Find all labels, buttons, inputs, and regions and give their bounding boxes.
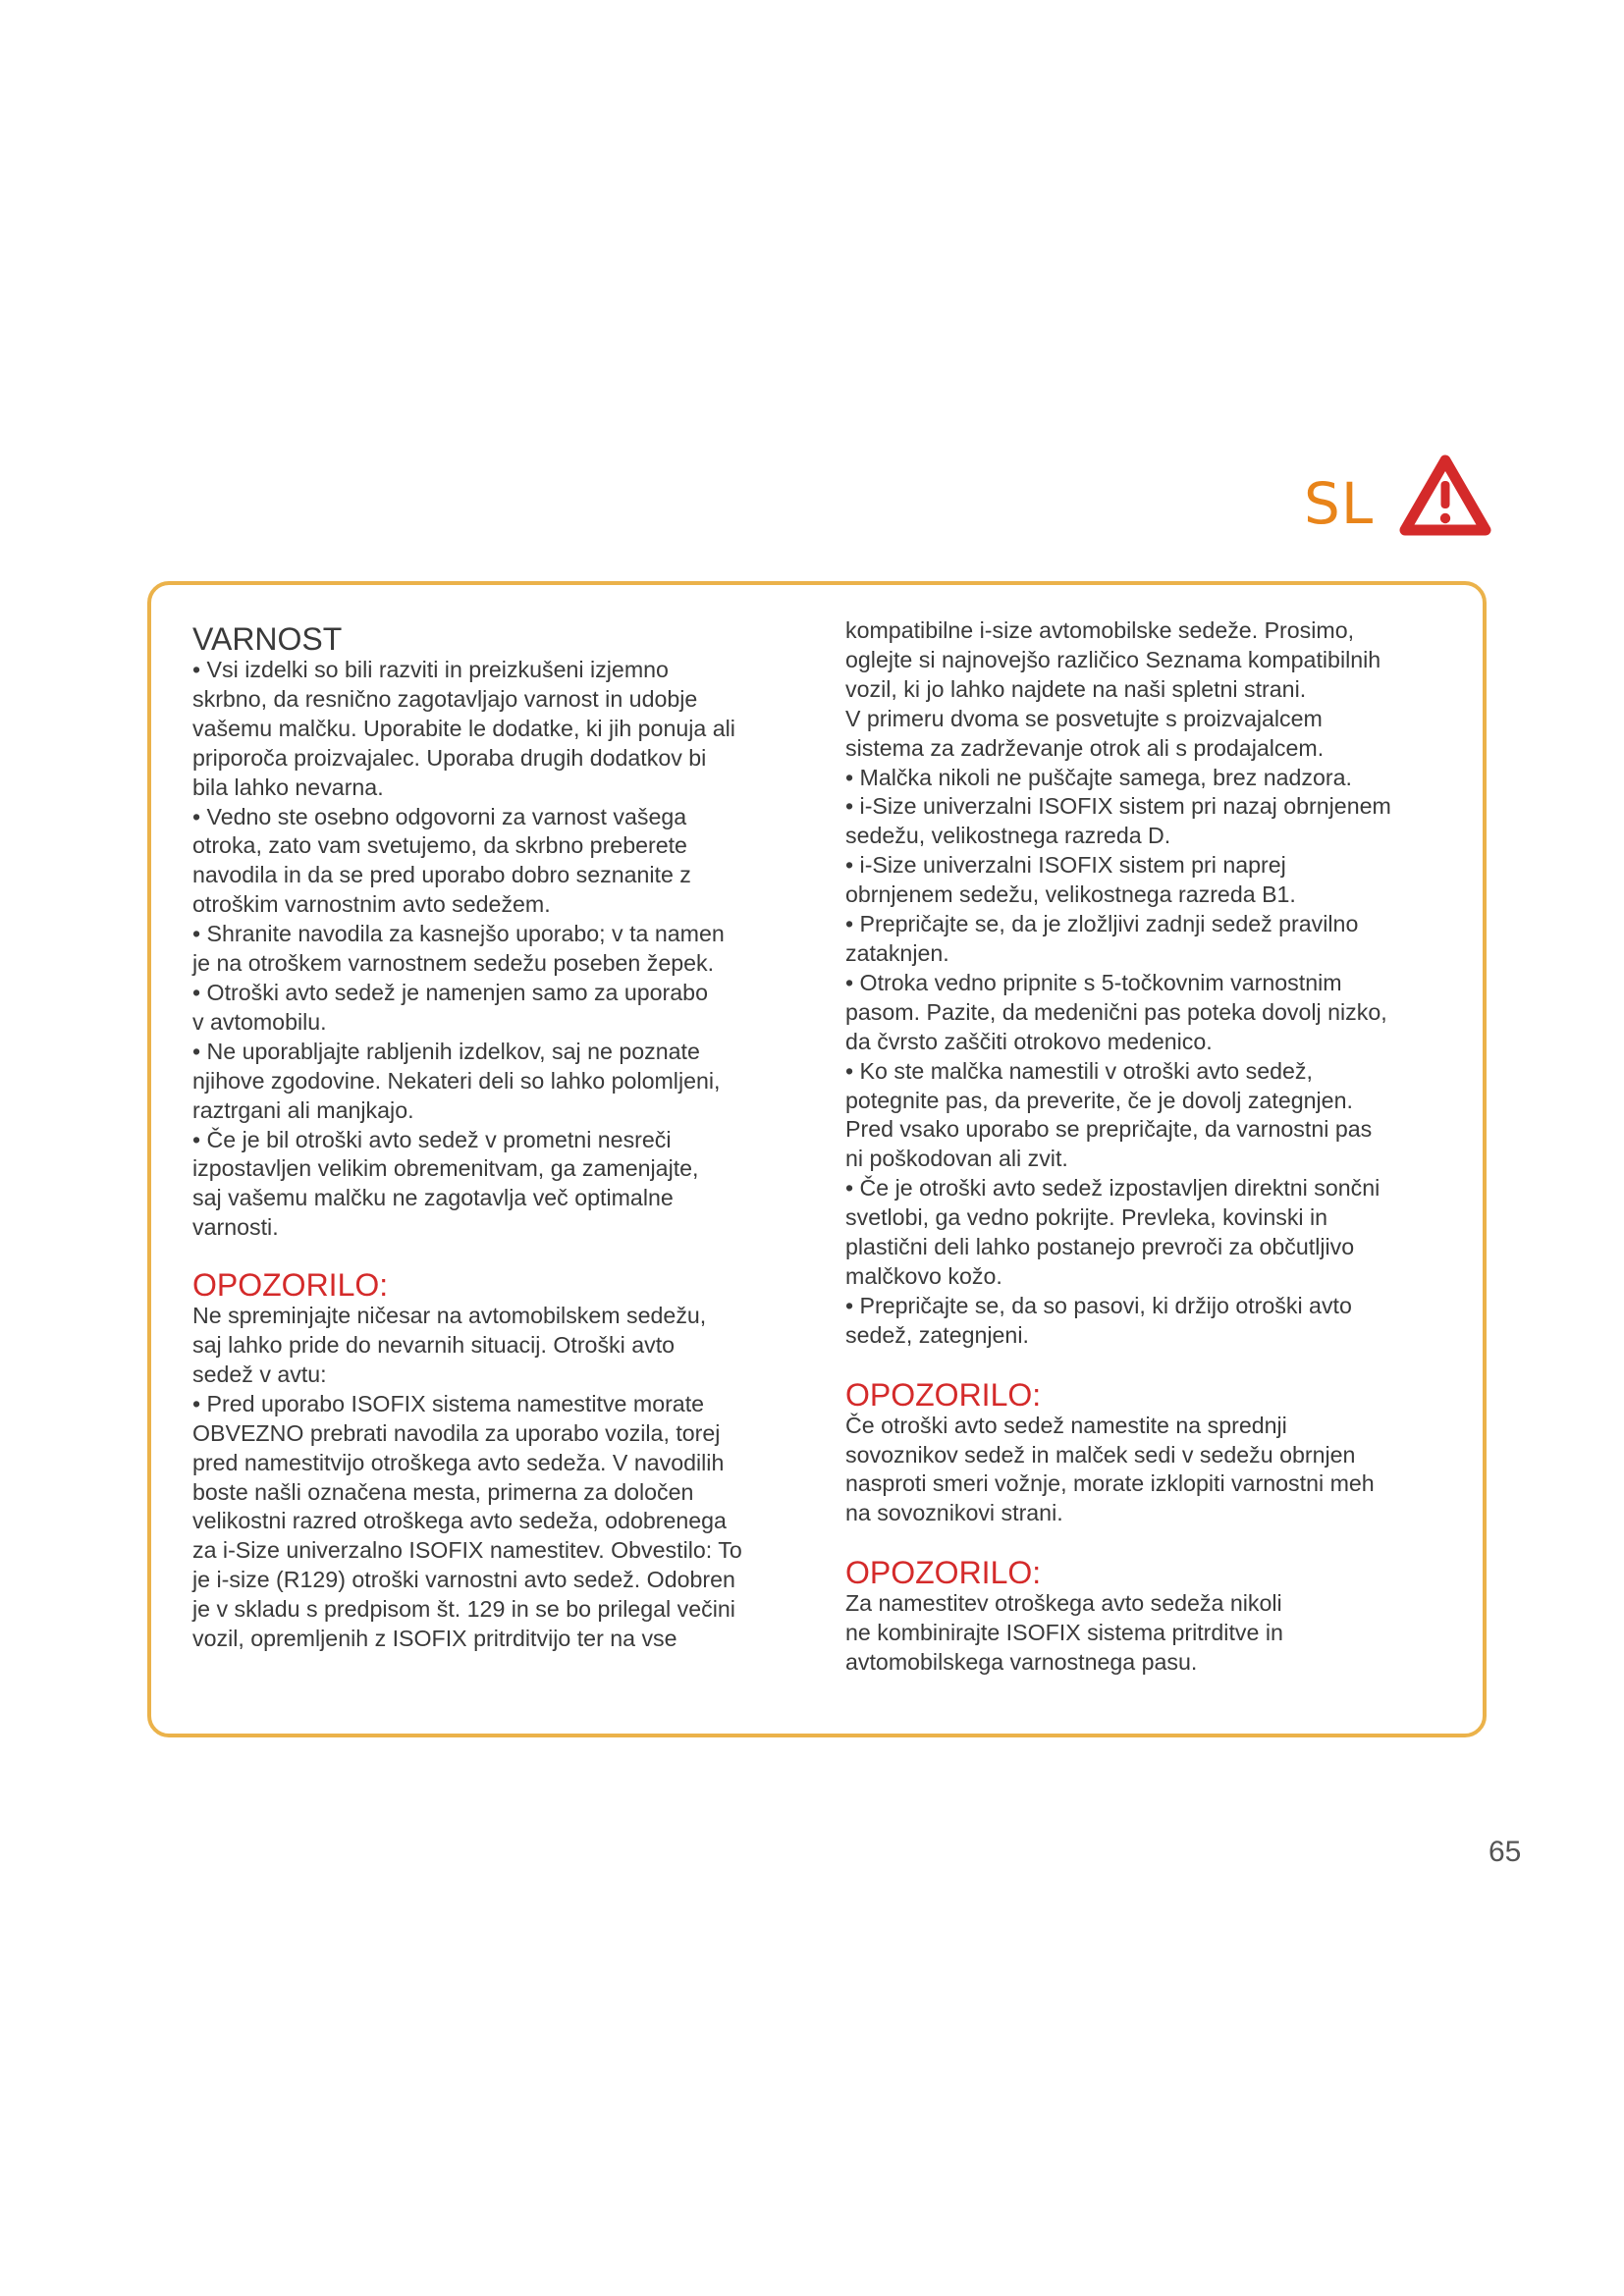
text-line: • Otroški avto sedež je namenjen samo za uporabo bbox=[192, 979, 708, 1005]
text-line: • Prepričajte se, da je zložljivi zadnji sedež pravilno bbox=[845, 911, 1359, 937]
text-line: potegnite pas, da preverite, če je dovolj zategnjen. bbox=[845, 1087, 1353, 1113]
text-line: velikostni razred otroškega avto sedeža, odobrenega bbox=[192, 1508, 727, 1534]
language-code: SL bbox=[1304, 470, 1375, 537]
text-line: ni poškodovan ali zvit. bbox=[845, 1146, 1068, 1172]
text-line: nasproti smeri vožnje, morate izklopiti varnostni meh bbox=[845, 1470, 1375, 1497]
text-line: Pred vsako uporabo se prepričajte, da varnostni pas bbox=[845, 1116, 1373, 1143]
text-line: V primeru dvoma se posvetujte s proizvajalcem bbox=[845, 705, 1323, 731]
text-line: sedežu, velikostnega razreda D. bbox=[845, 823, 1171, 849]
text-line: • Če je bil otroški avto sedež v prometni nesreči bbox=[192, 1126, 672, 1152]
text-line: saj lahko pride do nevarnih situacij. Otroški avto bbox=[192, 1332, 676, 1359]
text-line: malčkovo kožo. bbox=[845, 1262, 1002, 1289]
text-line: • Če je otroški avto sedež izpostavljen direktni sončni bbox=[845, 1175, 1380, 1201]
text-line: svetlobi, ga vedno pokrijte. Prevleka, kovinski in bbox=[845, 1204, 1328, 1231]
text-line: • i-Size univerzalni ISOFIX sistem pri nazaj obrnjenem bbox=[845, 793, 1391, 820]
text-line: sovoznikov sedež in malček sedi v sedežu obrnjen bbox=[845, 1441, 1356, 1468]
text-line: je i-size (R129) otroški varnostni avto sedež. Odobren bbox=[192, 1567, 735, 1593]
left-column bbox=[192, 622, 801, 1654]
text-line: sedež v avtu: bbox=[192, 1361, 327, 1387]
safety-title: VARNOST bbox=[192, 621, 343, 657]
text-line: • Ko ste malčka namestili v otroški avto sedež, bbox=[845, 1057, 1313, 1084]
text-line: za i-Size univerzalno ISOFIX namestitev. Obvestilo: To bbox=[192, 1537, 742, 1564]
text-line: raztrgani ali manjkajo. bbox=[192, 1096, 414, 1123]
text-line: skrbno, da resnično zagotavljajo varnost in udobje bbox=[192, 685, 698, 712]
text-line: vozil, ki jo lahko najdete na naši spletni strani. bbox=[845, 675, 1307, 702]
text-line: vozil, opremljenih z ISOFIX pritrditvijo ter na vse bbox=[192, 1626, 677, 1652]
text-line: OBVEZNO prebrati navodila za uporabo vozila, torej bbox=[192, 1419, 721, 1446]
text-line: pasom. Pazite, da medenični pas poteka dovolj nizko, bbox=[845, 998, 1387, 1025]
text-line: Za namestitev otroškega avto sedeža nikoli bbox=[845, 1590, 1282, 1617]
text-line: plastični deli lahko postanejo prevroči za občutljivo bbox=[845, 1234, 1355, 1260]
warning-text bbox=[192, 1302, 801, 1654]
text-line: • Pred uporabo ISOFIX sistema namestitve morate bbox=[192, 1390, 705, 1416]
text-line: sedež, zategnjeni. bbox=[845, 1321, 1029, 1348]
continued-text bbox=[845, 616, 1454, 1351]
text-line: obrnjenem sedežu, velikostnega razreda B1. bbox=[845, 881, 1296, 908]
text-line: je v skladu s predpisom št. 129 in se bo prilegal večini bbox=[192, 1596, 735, 1623]
warning-title: OPOZORILO: bbox=[845, 1376, 1042, 1413]
text-line: bila lahko nevarna. bbox=[192, 774, 384, 800]
warning-triangle-icon bbox=[1398, 454, 1492, 538]
text-line: saj vašemu malčku ne zagotavlja več optimalne bbox=[192, 1185, 674, 1211]
text-line: izpostavljen velikim obremenitvam, ga zamenjajte, bbox=[192, 1155, 699, 1182]
text-line: avtomobilskega varnostnega pasu. bbox=[845, 1649, 1198, 1676]
warning-title: OPOZORILO: bbox=[192, 1267, 389, 1304]
text-line: zataknjen. bbox=[845, 939, 949, 966]
text-line: na sovoznikovi strani. bbox=[845, 1500, 1063, 1526]
text-line: • Otroka vedno pripnite s 5-točkovnim varnostnim bbox=[845, 969, 1342, 995]
right-column bbox=[845, 616, 1454, 1678]
text-line: • Prepričajte se, da so pasovi, ki držijo otroški avto bbox=[845, 1292, 1352, 1318]
text-line: sistema za zadrževanje otrok ali s prodajalcem. bbox=[845, 734, 1325, 761]
text-line: kompatibilne i-size avtomobilske sedeže. Prosimo, bbox=[845, 617, 1355, 643]
text-line: vašemu malčku. Uporabite le dodatke, ki jih ponuja ali bbox=[192, 715, 735, 741]
text-line: • Shranite navodila za kasnejšo uporabo; v ta namen bbox=[192, 921, 725, 947]
text-line: otroškim varnostnim avto sedežem. bbox=[192, 891, 551, 918]
safety-panel bbox=[147, 581, 1487, 1737]
text-line: • Vsi izdelki so bili razviti in preizkušeni izjemno bbox=[192, 657, 669, 682]
text-line: otroka, zato vam svetujemo, da skrbno preberete bbox=[192, 832, 687, 859]
text-line: boste našli označena mesta, primerna za določen bbox=[192, 1478, 694, 1505]
text-line: • Malčka nikoli ne puščajte samega, brez nadzora. bbox=[845, 764, 1352, 790]
warning-text bbox=[845, 1589, 1454, 1678]
text-line: v avtomobilu. bbox=[192, 1008, 327, 1035]
text-line: Če otroški avto sedež namestite na sprednji bbox=[845, 1412, 1287, 1438]
text-line: oglejte si najnovejšo različico Seznama kompatibilnih bbox=[845, 646, 1381, 672]
text-line: • i-Size univerzalni ISOFIX sistem pri naprej bbox=[845, 852, 1286, 879]
text-line: navodila in da se pred uporabo dobro seznanite z bbox=[192, 862, 691, 888]
text-line: njihove zgodovine. Nekateri deli so lahko polomljeni, bbox=[192, 1067, 721, 1094]
text-line: da čvrsto zaščiti otrokovo medenico. bbox=[845, 1028, 1213, 1054]
warning-title: OPOZORILO: bbox=[845, 1555, 1042, 1591]
text-line: • Ne uporabljajte rabljenih izdelkov, saj ne poznate bbox=[192, 1038, 700, 1064]
safety-text bbox=[192, 656, 801, 1243]
text-line: ne kombinirajte ISOFIX sistema pritrditve in bbox=[845, 1620, 1283, 1646]
text-line: • Vedno ste osebno odgovorni za varnost vašega bbox=[192, 803, 687, 829]
page-number: 65 bbox=[1489, 1836, 1522, 1868]
text-line: Ne spreminjajte ničesar na avtomobilskem sedežu, bbox=[192, 1303, 707, 1329]
text-line: je na otroškem varnostnem sedežu poseben žepek. bbox=[192, 950, 715, 977]
text-line: priporoča proizvajalec. Uporaba drugih dodatkov bi bbox=[192, 744, 707, 771]
text-line: pred namestitvijo otroškega avto sedeža. V navodilih bbox=[192, 1449, 725, 1475]
text-line: varnosti. bbox=[192, 1214, 279, 1241]
warning-text bbox=[845, 1412, 1454, 1529]
